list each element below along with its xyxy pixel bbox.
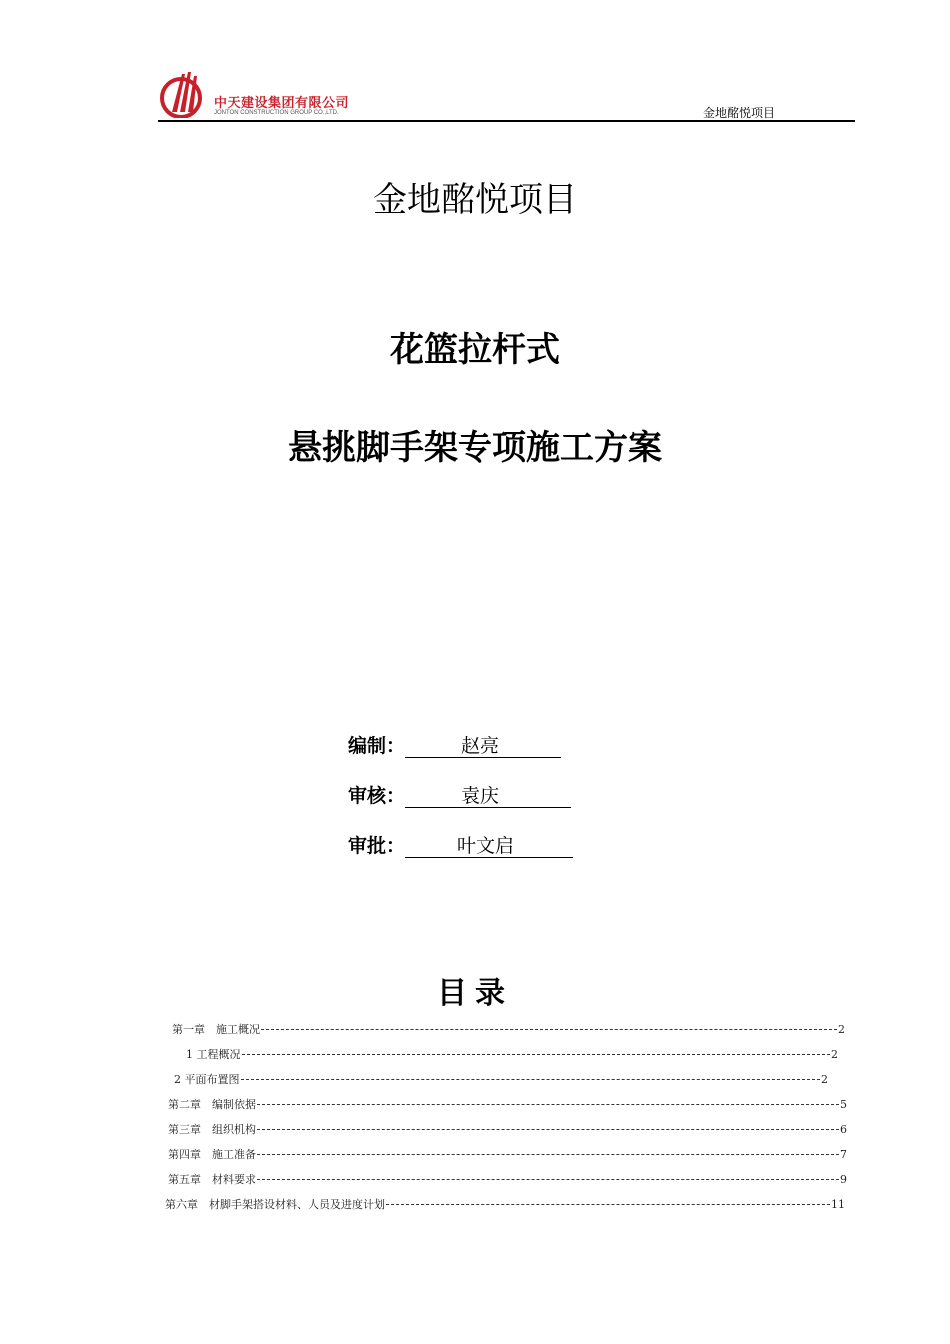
toc-item[interactable] [168,1147,847,1163]
toc-item-label: 第四章 施工准备 [168,1148,256,1161]
toc-title: 目录 [437,976,513,1011]
plan-title-line1: 花篮拉杆式 [390,330,560,370]
toc-item-page: 11 [831,1198,845,1211]
toc-leader [257,1129,839,1130]
toc-item-label: 第二章 编制依据 [168,1098,256,1111]
toc-item-page: 2 [838,1023,845,1036]
toc-item[interactable] [165,1197,845,1213]
toc-item-label: 2 平面布置图 [174,1073,240,1086]
toc-item-page: 2 [821,1073,828,1086]
toc-item[interactable] [168,1097,847,1113]
toc-leader [261,1029,837,1030]
toc-item-label: 第三章 组织机构 [168,1123,256,1136]
project-title: 金地酩悦项目 [373,180,577,220]
company-name-en: JONTON CONSTRUCTION GROUP CO.,LTD. [214,110,339,116]
reviewed-by [348,783,571,809]
toc-leader [257,1154,839,1155]
toc-leader [241,1079,821,1080]
header-project-name: 金地酩悦项目 [702,106,775,120]
toc-item-label: 第五章 材料要求 [168,1173,256,1186]
approved-label: 审批： [348,835,406,857]
toc-item[interactable] [168,1172,847,1188]
toc-item-label: 第一章 施工概况 [172,1023,260,1036]
header-rule [158,120,855,122]
toc-item[interactable] [174,1072,828,1088]
toc-item[interactable] [168,1122,847,1138]
company-name-cn: 中天建设集团有限公司 [214,96,350,111]
toc-item-page: 5 [840,1098,847,1111]
toc-item-page: 9 [840,1173,847,1186]
toc-leader [386,1204,830,1205]
reviewed-label: 审核： [348,785,406,807]
toc-item-page: 7 [840,1148,847,1161]
prepared-label: 编制： [348,735,406,757]
prepared-value: 赵亮 [405,735,561,758]
toc-leader [242,1054,831,1055]
approved-value: 叶文启 [405,835,573,858]
company-logo [158,66,368,116]
toc-leader [257,1179,839,1180]
toc-item-page: 6 [840,1123,847,1136]
approved-by [348,833,573,859]
toc-item-label: 1 工程概况 [186,1048,241,1061]
toc-item[interactable] [172,1022,845,1038]
toc-item-label: 第六章 材脚手架搭设材料、人员及进度计划 [165,1198,385,1211]
prepared-by [348,733,561,759]
plan-title-line2: 悬挑脚手架专项施工方案 [288,428,662,468]
toc-item-page: 2 [831,1048,838,1061]
page-header [158,62,855,122]
reviewed-value: 袁庆 [405,785,571,808]
toc-item[interactable] [186,1047,838,1063]
jonton-logo-icon [158,66,210,118]
toc-leader [257,1104,839,1105]
